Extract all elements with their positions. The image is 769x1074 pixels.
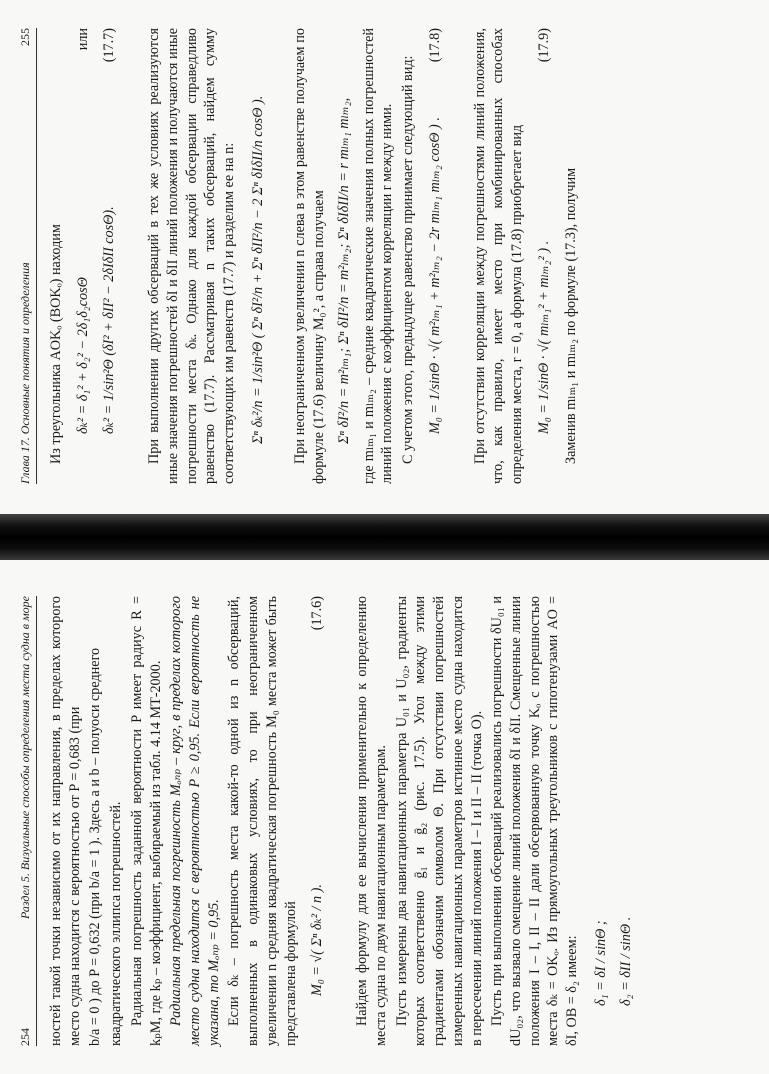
paragraph: При выполнении других обсерваций в тех же условиях реализуются иные значения погрешностей δI и δII линий положения и получаются иные погрешности места δₖ. Однако для каждой обсервации справедливо равенство (17.7). Рассматривая n таких обсерваций, найдем сумму соответствующих им равенств (17.7) и разделим ее на n: [146, 28, 237, 484]
equation-17-7 [100, 28, 119, 484]
paragraph: квадратического эллипса погрешностей. [108, 801, 125, 1046]
paragraph: где mₗₘ₁ и mₗₘ₂ – средние квадратические значения полных погрешностей линий положения с коэффициентом корреляции r между ними. [360, 28, 396, 484]
paragraph: Из треугольника AOKₒ (BOKₒ) находим [47, 224, 64, 464]
equation-number: (17.8) [426, 28, 443, 63]
equation-body: δₖ² = δ₁² + δ₂² − 2δ₁δ₂cosΘ [74, 277, 91, 434]
equation-17-6 [308, 596, 327, 1046]
right-running-head [18, 28, 37, 484]
paragraph: Радиальная погрешность заданной вероятности P имеет радиус R = kₚM, где kₚ – коэффициент, выбираемый из табл. 4.14 МТ-2000. [128, 596, 164, 1046]
left-running-head [18, 596, 37, 1046]
left-running-title: Раздел 5. Визуальные способы определения места судна в море [18, 596, 32, 919]
paragraph: Пусть измерены два навигационных параметра U₀₁ и U₀₂, градиенты которых соответственно ḡ₁ и ḡ₂ (рис. 17.5). Угол между этими градиентами обозначим символом Θ. При отсутствии погрешностей измеренных навигационных параметров истинное место судна находится в пересечении линий положения I – I и II – II (точка O). [393, 596, 485, 1046]
equation-delta-1: δ₁ = δI / sinΘ ; [592, 920, 609, 1006]
equation-body: M₀ = 1/sinΘ · √( mₗₘ₁² + mₗₘ₂² ) . [535, 240, 552, 434]
equation-or: или [74, 28, 91, 51]
equation-sum: Σⁿ δₖ²/n = 1/sin²Θ ( Σⁿ δI²/n + Σⁿ δII²/n − 2 Σⁿ δIδII/n cosΘ ). [249, 95, 266, 444]
right-running-title: Глава 17. Основные понятия и определения [18, 262, 32, 484]
equation-body: M₀ = √( Σⁿ δₖ² / n ). [309, 884, 326, 996]
equation-delta-2: δ₂ = δII / sinΘ . [617, 916, 634, 1006]
paragraph: Заменив mₗₘ₁ и mₗₘ₂ по формуле (17.3), получим [562, 167, 579, 464]
paragraph: При отсутствии корреляции между погрешностями линий положения, что, как правило, имеет место при комбинированных способах определения места, r = 0, а формула (17.8) приобретает вид [471, 28, 526, 484]
left-page [0, 560, 769, 1074]
book-gutter [0, 514, 769, 560]
right-page-number: 255 [18, 28, 32, 46]
left-page-number: 254 [18, 1028, 32, 1046]
paragraph: С учетом этого, предыдущее равенство принимает следующий вид: [400, 55, 417, 464]
equation-body: δₖ² = 1/sin²Θ (δI² + δII² − 2δIδII cosΘ). [101, 206, 118, 434]
paragraph: Если δₖ – погрешность места какой-то одной из n обсерваций, выполненных в одинаковых условиях, то при неограниченном увеличении n средняя квадратическая погрешность M₀ места может быть представлена формулой [226, 596, 299, 1046]
paragraph: Радиальная предельная погрешность Mₒₙₚ – круг, в пределах которого место судна находится с вероятностью P ≥ 0,95. Если вероятность не указана, то Mₒₙₚ = 0,95. [168, 596, 222, 1046]
paragraph: ностей такой точки независимо от их направления, в пределах которого место судна находится с вероятностью от P = 0,683 (при [47, 596, 83, 1046]
paragraph: Найдем формулу для ее вычисления применительно к определению места судна по двум навигационным параметрам. [354, 596, 389, 1046]
paragraph: b/a = 0 ) до P = 0,632 (при b/a = 1 ). Здесь a и b – полуоси среднего [87, 647, 104, 1046]
paragraph: Пусть при выполнении обсерваций реализовались погрешности δU₀₁ и dU₀₂, что вызвало смещение линий положения δI и δII. Смещенные линии положения I – I, II – II дали обсервованную точку Kₒ с погрешностью места δₖ = OKₒ. Из прямоугольных треугольников с гипотенузами AO = δI, OB = δ₂ имеем: [489, 596, 581, 1046]
equation-17-8 [426, 28, 445, 484]
equation-number: (17.7) [101, 28, 118, 63]
equation-triangle [74, 28, 93, 484]
equation-number: (17.9) [535, 28, 552, 63]
equation-number: (17.6) [309, 596, 326, 631]
paragraph: При неограниченном увеличении n слева в этом равенстве получаем по формуле (17.6) величину M₀², а справа получаем [292, 28, 328, 484]
equation-17-9 [535, 28, 554, 484]
equation-limits: Σⁿ δI²/n = m²ₗₘ₁; Σⁿ δII²/n = m²ₗₘ₂; Σⁿ δIδII/n = r mₗₘ₁ mₗₘ₂, [335, 97, 352, 444]
equation-body: M₀ = 1/sinΘ · √( m²ₗₘ₁ + m²ₗₘ₂ − 2r mₗₘ₁ mₗₘ₂ cosΘ ) . [426, 117, 443, 434]
right-page [0, 0, 769, 514]
